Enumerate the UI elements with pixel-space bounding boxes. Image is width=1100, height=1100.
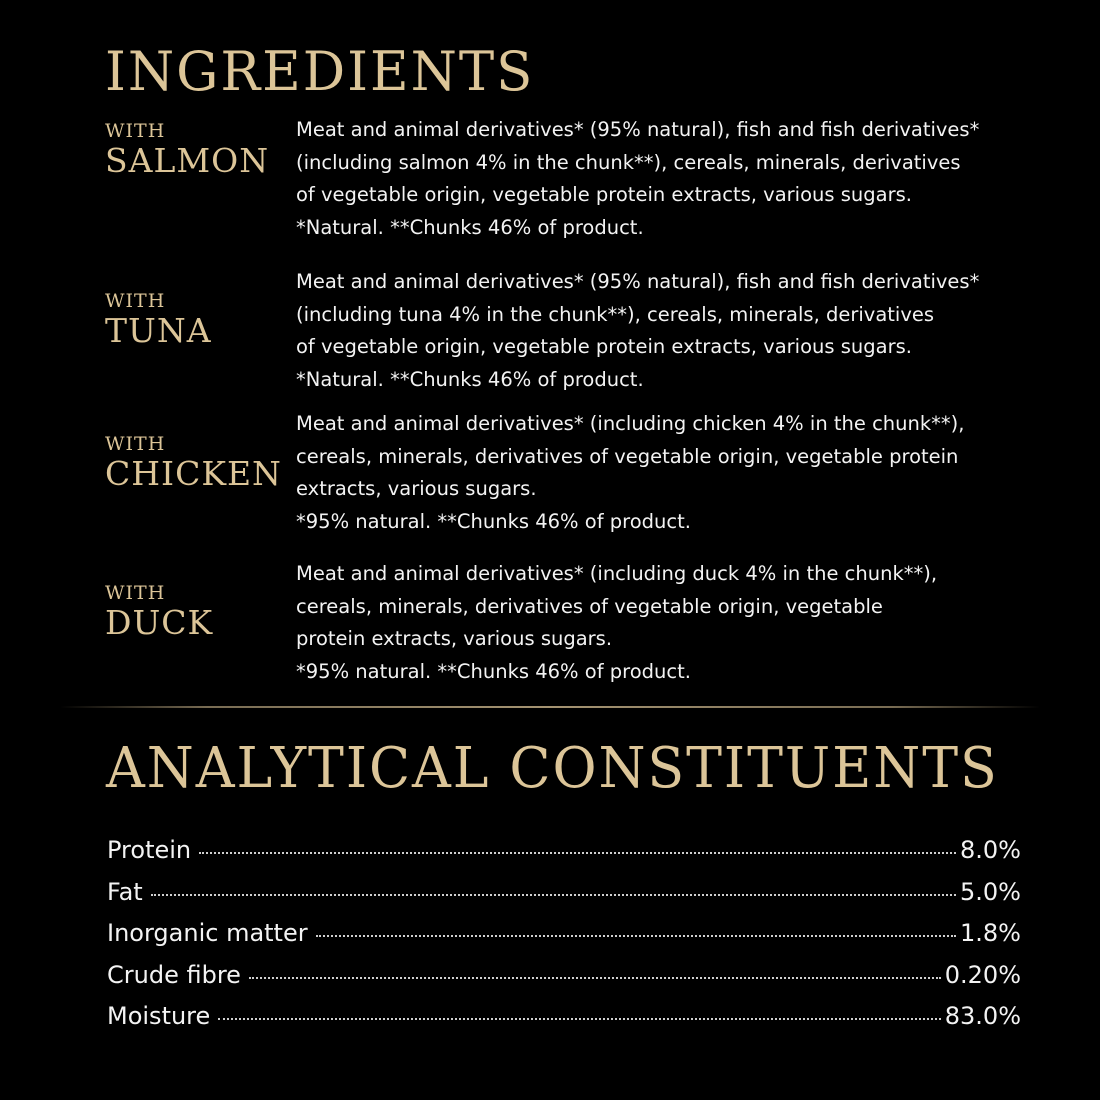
- constituent-label: Crude fibre: [107, 960, 241, 989]
- variant-ingredients-text: [296, 266, 1086, 397]
- variant-label-chicken: [105, 433, 282, 493]
- ingredient-line: of vegetable origin, vegetable protein extracts, various sugars.: [296, 183, 912, 207]
- dotted-leader: [249, 977, 941, 979]
- ingredient-line: cereals, minerals, derivatives of vegetable origin, vegetable: [296, 594, 883, 618]
- dotted-leader: [199, 852, 956, 854]
- analytical-constituents-title: ANALYTICAL CONSTITUENTS: [106, 736, 999, 801]
- constituent-value: 8.0%: [960, 836, 1021, 864]
- ingredient-line: (including salmon 4% in the chunk**), cereals, minerals, derivatives: [296, 150, 961, 174]
- constituent-value: 1.8%: [960, 919, 1021, 947]
- ingredient-footnote: *Natural. **Chunks 46% of product.: [296, 216, 644, 240]
- constituent-row-inorganic-matter: [107, 919, 1021, 961]
- dotted-leader: [151, 894, 956, 896]
- ingredient-footnote: *Natural. **Chunks 46% of product.: [296, 368, 644, 392]
- variant-with-label: WITH: [105, 582, 166, 604]
- constituent-label: Inorganic matter: [107, 919, 308, 947]
- ingredient-line: of vegetable origin, vegetable protein extracts, various sugars.: [296, 335, 912, 359]
- constituent-row-crude-fibre: [107, 961, 1021, 1003]
- constituent-value: 0.20%: [944, 960, 1021, 989]
- analytical-constituents-table: [107, 836, 1021, 1044]
- constituent-row-moisture: [107, 1002, 1021, 1044]
- ingredients-title: INGREDIENTS: [105, 40, 535, 103]
- dotted-leader: [316, 935, 956, 937]
- dotted-leader: [218, 1018, 940, 1020]
- ingredient-line: Meat and animal derivatives* (including chicken 4% in the chunk**),: [296, 412, 965, 435]
- variant-ingredients-text: [296, 114, 1086, 245]
- variant-with-label: WITH: [105, 120, 166, 142]
- variant-name: CHICKEN: [105, 454, 282, 493]
- variant-ingredients-text: [296, 558, 1086, 689]
- ingredient-line: protein extracts, various sugars.: [296, 627, 613, 651]
- variant-label-tuna: [105, 290, 212, 350]
- ingredient-line: Meat and animal derivatives* (95% natural), fish and fish derivatives*: [296, 118, 980, 141]
- variant-label-salmon: [105, 120, 269, 180]
- ingredient-line: Meat and animal derivatives* (95% natural), fish and fish derivatives*: [296, 270, 980, 293]
- variant-name: SALMON: [105, 141, 270, 180]
- ingredient-footnote: *95% natural. **Chunks 46% of product.: [296, 510, 691, 534]
- constituent-label: Moisture: [107, 1002, 211, 1030]
- variant-with-label: WITH: [105, 433, 166, 455]
- ingredient-line: cereals, minerals, derivatives of vegetable origin, vegetable protein: [296, 444, 959, 468]
- ingredient-line: extracts, various sugars.: [296, 477, 537, 501]
- constituent-label: Protein: [107, 836, 192, 864]
- ingredient-footnote: *95% natural. **Chunks 46% of product.: [296, 660, 691, 684]
- constituent-value: 5.0%: [960, 877, 1021, 906]
- section-divider: [60, 706, 1040, 708]
- constituent-value: 83.0%: [944, 1002, 1021, 1030]
- variant-label-duck: [105, 582, 213, 642]
- ingredient-line: Meat and animal derivatives* (including duck 4% in the chunk**),: [296, 562, 938, 585]
- ingredient-line: (including tuna 4% in the chunk**), cereals, minerals, derivatives: [296, 302, 935, 326]
- constituent-row-fat: [107, 878, 1021, 920]
- constituent-label: Fat: [107, 877, 143, 906]
- variant-name: TUNA: [105, 311, 212, 350]
- constituent-row-protein: [107, 836, 1021, 878]
- variant-ingredients-text: [296, 408, 1086, 539]
- variant-with-label: WITH: [105, 290, 166, 312]
- variant-name: DUCK: [105, 603, 214, 642]
